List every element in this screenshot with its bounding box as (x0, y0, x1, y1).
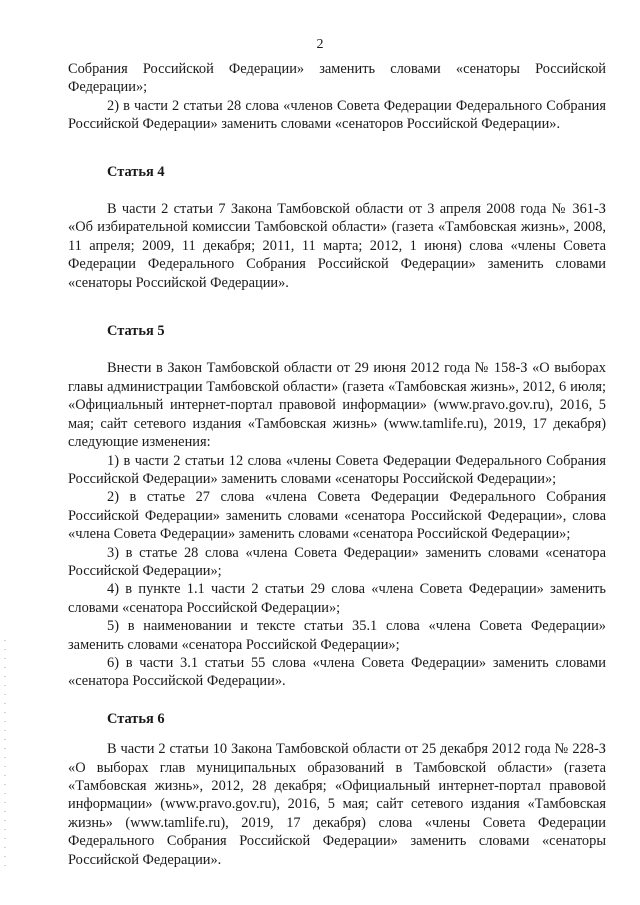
amendment-item: 3) в статье 28 слова «члена Совета Федерации» заменить словами «сенатора Российской Федерации»; (68, 544, 606, 579)
article-paragraph: Внести в Закон Тамбовской области от 29 июня 2012 года № 158-З «О выборах главы администрации Тамбовской области» (газета «Тамбовская жизнь», 2012, 6 июля; «Официальный интернет-портал правовой информации» (www.pravo.gov.ru), 2016, 5 мая; сайт сетевого издания «Тамбовская жизнь» (www.tamlife.ru), 2019, 17 декабря) следующие изменения: (68, 360, 606, 451)
scan-margin-marks (4, 640, 6, 870)
spacer (68, 728, 606, 740)
article-heading: Статья 6 (107, 710, 165, 727)
page-number: 2 (316, 37, 324, 52)
article-heading: Статья 4 (107, 163, 165, 180)
spacer (68, 340, 606, 359)
amendment-item: 1) в части 2 статьи 12 слова «члены Совета Федерации Федерального Собрания Российской Федерации» заменить словами «сенаторы Российской Федерации»; (68, 452, 606, 487)
spacer (68, 292, 606, 322)
document-body (68, 60, 606, 869)
amendment-item: 4) в пункте 1.1 части 2 статьи 29 слова «члена Совета Федерации» заменить словами «сенатора Российской Федерации»; (68, 581, 606, 616)
article-paragraph: В части 2 статьи 10 Закона Тамбовской области от 25 декабря 2012 года № 228-З «О выборах глав муниципальных образований в Тамбовской области» (газета «Тамбовская жизнь», 2012, 28 декабря; «Официальный интернет-портал правовой информации» (www.pravo.gov.ru), 2016, 5 мая; сайт сетевого издания «Тамбовская жизнь» (www.tamlife.ru), 2019, 17 декабря) слова «члены Совета Федерации Федерального Собрания Российской Федерации» заменить словами «сенаторы Российской Федерации». (68, 741, 606, 868)
article-paragraph: В части 2 статьи 7 Закона Тамбовской области от 3 апреля 2008 года № 361-З «Об избирательной комиссии Тамбовской области» (газета «Тамбовская жизнь», 2008, 11 апреля; 2009, 11 декабря; 2011, 11 марта; 2012, 1 июня) слова «члены Совета Федерации Федерального Собрания Российской Федерации» заменить словами «сенаторы Российской Федерации». (68, 201, 606, 291)
amendment-item: 6) в части 3.1 статьи 55 слова «члена Совета Федерации» заменить словами «сенатора Российской Федерации». (68, 654, 606, 690)
spacer (68, 691, 606, 710)
amendment-item: 2) в части 2 статьи 28 слова «членов Совета Федерации Федерального Собрания Российской Федерации» заменить словами «сенаторов Российской Федерации». (68, 97, 606, 133)
article-6 (68, 710, 606, 869)
spacer (68, 134, 606, 163)
spacer (68, 181, 606, 200)
article-heading: Статья 5 (107, 323, 165, 340)
continuation-paragraph: Собрания Российской Федерации» заменить словами «сенаторы Российской Федерации»; (68, 61, 606, 96)
amendment-item: 2) в статье 27 слова «члена Совета Федерации Федерального Собрания Российской Федерации» заменить словами «сенатора Российской Федерации», слова «члена Совета Федерации» заменить словами «сенатора Российской Федерации»; (68, 489, 606, 543)
article-4 (68, 163, 606, 292)
article-5 (68, 322, 606, 691)
amendment-item: 5) в наименовании и тексте статьи 35.1 слова «члена Совета Федерации» заменить словами «сенатора Российской Федерации»; (68, 618, 606, 653)
